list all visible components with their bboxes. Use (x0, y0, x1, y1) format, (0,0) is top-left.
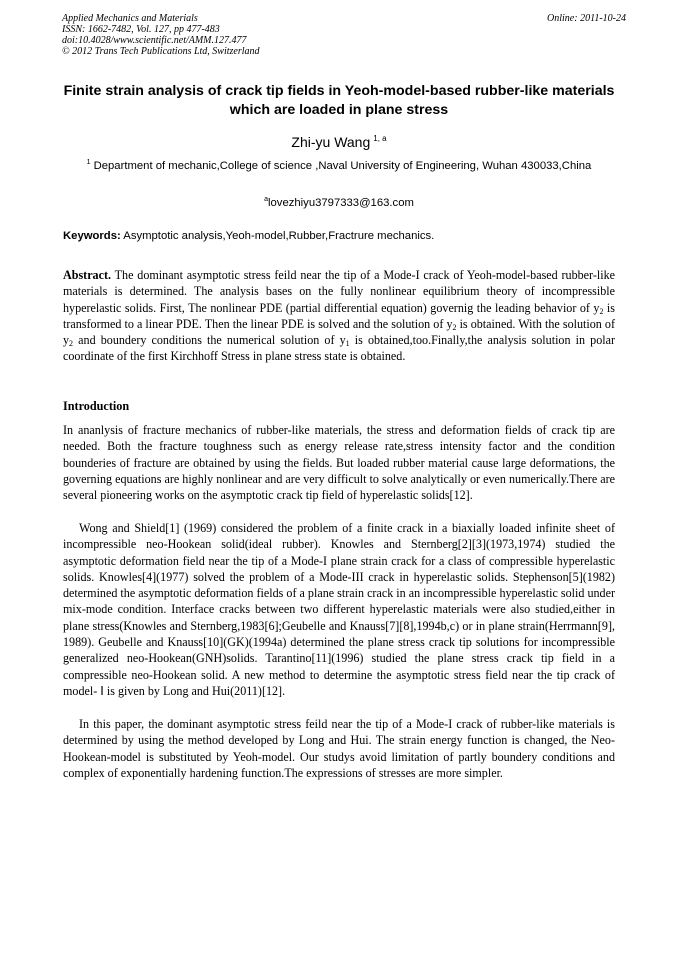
intro-paragraph-1: In ananlysis of fracture mechanics of rubber-like materials, the stress and deformation fields of crack tip are needed. Both the fracture toughness such as energy release rate,stress intensity factor and the condition bounderies of fracture are obtained by using the fields. But loaded rubber material cause large deformations, the governing equations are highly nonlinear and are very difficult to solve analytically or even numerically.There are several pioneering works on the asymptotic crack tip field of hyperelastic solids[12]. (63, 423, 615, 503)
journal-header (62, 13, 260, 57)
affiliation-superscript: 1 (86, 159, 91, 166)
introduction-heading: Introduction (63, 399, 130, 413)
abstract-text: is transformed to a linear PDE. Then the linear PDE is solved and the solution of y (63, 300, 615, 331)
subscript: 1 (345, 339, 350, 349)
doi-info: doi:10.4028/www.scientific.net/AMM.127.477 (62, 35, 247, 46)
journal-name: Applied Mechanics and Materials (62, 13, 198, 24)
abstract-text: is obtained,too.Finally,the analysis solution in polar coordinate of the first Kirchhoff Stress in plane stress state is obtained. (63, 333, 616, 364)
paper-title: Finite strain analysis of crack tip fields in Yeoh-model-based rubber-like materials which are loaded in plane stress (63, 83, 615, 118)
affiliation (62, 155, 616, 174)
abstract-text: The dominant asymptotic stress feild near the tip of a Mode-I crack of Yeoh-model-based rubber-like materials is determined. The analysis bases on the fully nonlinear equilibrium theory of incompressible hyperelastic solids. First, The nonlinear PDE (partial differential equation) governig the leading behavior of y (63, 268, 615, 315)
email-line (62, 192, 616, 211)
online-date: Online: 2011-10-24 (547, 13, 626, 24)
keywords-label: Keywords: (63, 230, 121, 242)
abstract-text: is obtained. With the solution of y (63, 316, 615, 348)
author-superscript: 1, a (373, 134, 387, 143)
keywords-text: Asymptotic analysis,Yeoh-model,Rubber,Fractrure mechanics. (123, 230, 435, 242)
issn-info: ISSN: 1662-7482, Vol. 127, pp 477-483 (62, 24, 220, 35)
email-address[interactable]: lovezhiyu3797333@163.com (268, 197, 414, 209)
intro-paragraph-2: Wong and Shield[1] (1969) considered the problem of a finite crack in a biaxially loaded infinite sheet of incompressible neo-Hookean solid(ideal rubber). Knowles and Sternberg[2][3](1973,1974) studied the asymptotic deformation field near the tip of a Mode-I plane strain crack for a class of compressible hyperelastic solids. Knowles[4](1977) solved the problem of a Mode-III crack in hyperelastic solids. Stephenson[5](1982) determined the asymptotic deformation fields of a plane strain crack in an incompressible hyperelastic solid under mix-mode condition. Interface cracks between two different hyperelastic materials were also studied,either in plane stress(Knowles and Sternberg,1983[6];Geubelle and Knauss[7][8],1994b,c) or in plane strain(Herrmann[9], 1989). Geubelle and Knauss[10](GK)(1994a) determined the plane stress crack tip solutions for incompressible generalized neo-Hookean(GNH)solids. Tarantino[11](1996) studied the plane stress crack tip field in a compressible neo-Hookean solid. A new method to determine the asymptotic stress field near the tip crack of model- Ⅰ is given by Long and Hui(2011)[12]. (63, 521, 615, 698)
subscript: 2 (452, 322, 457, 332)
subscript: 2 (599, 306, 604, 316)
abstract-label: Abstract. (63, 268, 112, 282)
intro-paragraph-3: In this paper, the dominant asymptotic stress feild near the tip of a Mode-I crack of rubber-like materials is determined by using the method developed by Long and Hui. The strain energy function is changed, the Neo-Hookean-model is substituted by Yeoh-model. Our studys avoid limitation of partly boundery conditions and complex of exponentially hardening function.The expressions of stresses are more simpler. (63, 717, 615, 780)
subscript: 2 (69, 339, 74, 349)
abstract-paragraph (63, 267, 615, 365)
keywords (63, 228, 434, 244)
author-line (62, 130, 616, 151)
email-superscript: a (264, 196, 269, 203)
affiliation-text: Department of mechanic,College of science ,Naval University of Engineering, Wuhan 430033,China (93, 160, 592, 172)
copyright-info: © 2012 Trans Tech Publications Ltd, Switzerland (62, 46, 260, 57)
abstract-text: and boundery conditions the numerical solution of y (73, 333, 346, 348)
author-name: Zhi-yu Wang (291, 134, 371, 150)
